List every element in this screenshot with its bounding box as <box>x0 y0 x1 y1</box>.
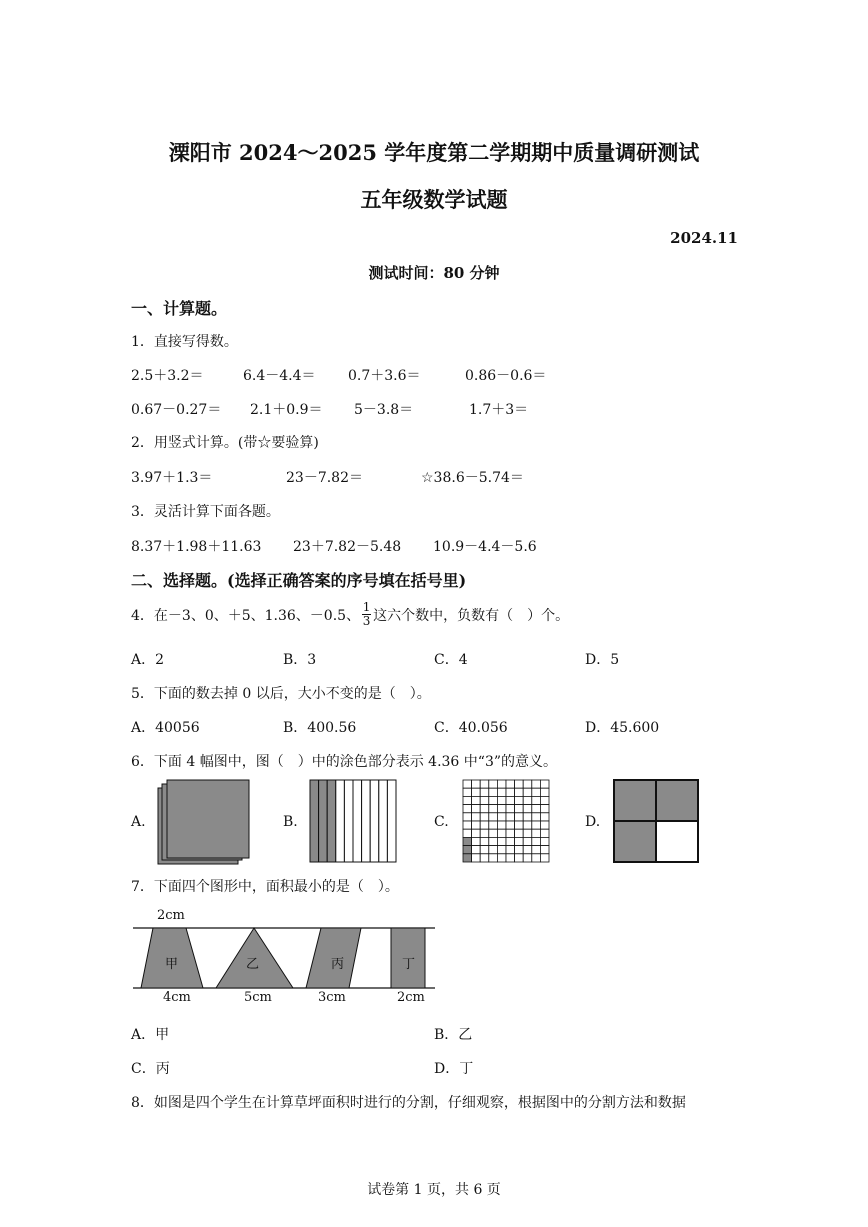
grid-cell <box>523 805 532 813</box>
grid-cell <box>489 821 498 829</box>
grid-cell <box>515 821 524 829</box>
grid-cell <box>515 854 524 862</box>
grid-cell <box>497 846 506 854</box>
grid-cell <box>497 805 506 813</box>
grid-cell <box>506 837 515 845</box>
grid-cell <box>532 846 541 854</box>
grid-cell <box>506 829 515 837</box>
q7-option-d: D．丁 <box>434 1061 474 1077</box>
grid-cell <box>463 788 472 796</box>
q3-item: 23＋7.82－5.48 <box>293 539 402 555</box>
grid-cell <box>540 813 549 821</box>
q2-prompt: 2．用竖式计算。(带☆要验算) <box>131 435 319 451</box>
grid-cell <box>497 837 506 845</box>
strip <box>370 780 379 862</box>
grid-cell <box>523 837 532 845</box>
strip <box>362 780 371 862</box>
q7-option-b: B．乙 <box>434 1027 473 1043</box>
strip <box>310 780 319 862</box>
q7-shape-name: 丁 <box>402 957 416 972</box>
grid-cell <box>540 805 549 813</box>
fraction-denominator: 3 <box>362 614 371 628</box>
grid-cell <box>480 846 489 854</box>
grid-cell <box>472 788 481 796</box>
grid-cell <box>540 796 549 804</box>
grid-cell <box>506 854 515 862</box>
q6-figure-b <box>309 779 399 865</box>
grid-cell <box>506 846 515 854</box>
q7-bottom-label: 4cm <box>163 990 191 1005</box>
grid-cell <box>515 805 524 813</box>
q5-option-b: B．400.56 <box>283 720 357 736</box>
grid-cell <box>523 796 532 804</box>
q4-prompt-start: 4．在－3、0、＋5、1.36、－0.5、 <box>131 607 361 624</box>
q1-item: 2.5＋3.2＝ <box>131 368 204 384</box>
grid-cell <box>489 813 498 821</box>
grid-cell <box>497 780 506 788</box>
strip <box>336 780 345 862</box>
q7-option-a: A．甲 <box>131 1027 170 1043</box>
grid-cell <box>497 854 506 862</box>
grid-cell <box>489 788 498 796</box>
grid-cell <box>463 796 472 804</box>
grid-cell <box>523 813 532 821</box>
grid-cell <box>515 813 524 821</box>
section-1-heading: 一、计算题。 <box>131 299 228 318</box>
grid-cell <box>472 829 481 837</box>
grid-cell <box>532 780 541 788</box>
q5-option-d: D．45.600 <box>585 720 660 736</box>
grid-cell <box>472 846 481 854</box>
grid-cell <box>497 813 506 821</box>
grid-cell <box>480 854 489 862</box>
grid-cell <box>540 854 549 862</box>
grid-cell <box>472 837 481 845</box>
fraction-numerator: 1 <box>362 600 371 614</box>
q4-prompt <box>131 601 569 628</box>
q4-option-b: B．3 <box>283 652 317 668</box>
section-2-heading: 二、选择题。(选择正确答案的序号填在括号里) <box>131 571 467 590</box>
grid-cell <box>489 846 498 854</box>
grid-cell <box>523 829 532 837</box>
grid-cell <box>463 854 472 862</box>
grid-cell <box>523 854 532 862</box>
q4-option-c: C．4 <box>434 652 468 668</box>
grid-cell <box>463 846 472 854</box>
q1-prompt: 1．直接写得数。 <box>131 334 238 350</box>
q6-label-d: D. <box>585 814 601 830</box>
grid-cell <box>472 854 481 862</box>
q3-prompt: 3．灵活计算下面各题。 <box>131 504 280 520</box>
q1-item: 0.67－0.27＝ <box>131 402 222 418</box>
q6-label-c: C. <box>434 814 449 830</box>
grid-cell <box>489 829 498 837</box>
grid-cell <box>532 813 541 821</box>
grid-cell <box>523 788 532 796</box>
q3-item: 8.37＋1.98＋11.63 <box>131 539 262 555</box>
exam-subtitle: 五年级数学试题 <box>360 187 508 212</box>
grid-cell <box>540 821 549 829</box>
q1-item: 0.7＋3.6＝ <box>348 368 421 384</box>
grid-cell <box>472 780 481 788</box>
grid-cell <box>463 780 472 788</box>
q3-item: 10.9－4.4－5.6 <box>433 539 537 555</box>
grid-cell <box>506 796 515 804</box>
grid-cell <box>515 780 524 788</box>
q6-label-a: A. <box>131 814 146 830</box>
q7-option-c: C．丙 <box>131 1061 170 1077</box>
q7-shape-name: 丙 <box>331 957 345 972</box>
grid-cell <box>497 821 506 829</box>
exam-date: 2024.11 <box>670 229 738 247</box>
q7-bottom-label: 3cm <box>318 990 346 1005</box>
grid-cell <box>489 837 498 845</box>
grid-cell <box>515 796 524 804</box>
grid-cell <box>480 837 489 845</box>
q1-item: 6.4－4.4＝ <box>243 368 316 384</box>
grid-cell <box>506 821 515 829</box>
grid-cell <box>532 788 541 796</box>
q1-item: 5－3.8＝ <box>354 402 414 418</box>
q7-shape-name: 甲 <box>165 957 179 972</box>
grid-cell <box>480 821 489 829</box>
strip <box>344 780 353 862</box>
grid-cell <box>540 837 549 845</box>
q7-shape-name: 乙 <box>246 957 260 972</box>
grid-cell <box>523 780 532 788</box>
q4-prompt-end: 这六个数中，负数有（ ）个。 <box>373 607 570 624</box>
grid-cell <box>515 829 524 837</box>
grid-cell <box>532 854 541 862</box>
grid-cell <box>463 821 472 829</box>
grid-cell <box>506 788 515 796</box>
grid-cell <box>540 780 549 788</box>
q6-figure-a <box>156 778 252 866</box>
page-footer: 试卷第 1 页，共 6 页 <box>367 1182 501 1198</box>
q6-figure-c <box>462 779 552 865</box>
grid-cell <box>515 846 524 854</box>
grid-cell <box>506 805 515 813</box>
grid-cell <box>472 805 481 813</box>
grid-cell <box>480 805 489 813</box>
grid-cell <box>515 837 524 845</box>
grid-cell <box>523 846 532 854</box>
q5-prompt: 5．下面的数去掉 0 以后，大小不变的是（ ）。 <box>131 686 431 702</box>
q5-option-a: A．40056 <box>131 720 200 736</box>
grid-cell <box>480 788 489 796</box>
strip <box>327 780 336 862</box>
strip <box>387 780 396 862</box>
grid-cell <box>523 821 532 829</box>
q1-item: 0.86－0.6＝ <box>465 368 547 384</box>
grid-cell <box>480 829 489 837</box>
grid-cell <box>463 813 472 821</box>
grid-cell <box>489 854 498 862</box>
q8-prompt: 8．如图是四个学生在计算草坪面积时进行的分割，仔细观察，根据图中的分割方法和数据 <box>131 1095 686 1111</box>
grid-cell <box>489 796 498 804</box>
grid-cell <box>506 780 515 788</box>
grid-cell <box>532 796 541 804</box>
q7-bottom-label: 2cm <box>397 990 425 1005</box>
grid-cell <box>472 813 481 821</box>
q2-item: 23－7.82＝ <box>286 470 363 486</box>
grid-cell <box>463 805 472 813</box>
q1-item: 2.1＋0.9＝ <box>250 402 323 418</box>
grid-cell <box>463 837 472 845</box>
q7-top-label: 2cm <box>157 908 185 923</box>
strip <box>379 780 388 862</box>
grid-cell <box>515 788 524 796</box>
q7-prompt: 7．下面四个图形中，面积最小的是（ ）。 <box>131 879 399 895</box>
grid-cell <box>497 796 506 804</box>
grid-cell <box>532 829 541 837</box>
grid-cell <box>489 780 498 788</box>
grid-cell <box>532 837 541 845</box>
q1-item: 1.7＋3＝ <box>469 402 529 418</box>
grid-cell <box>532 805 541 813</box>
strip <box>353 780 362 862</box>
grid-cell <box>540 788 549 796</box>
grid-cell <box>497 788 506 796</box>
grid-cell <box>480 796 489 804</box>
grid-cell <box>506 813 515 821</box>
exam-duration: 测试时间：80 分钟 <box>368 264 500 282</box>
grid-cell <box>480 813 489 821</box>
q6-figure-d <box>613 779 701 865</box>
grid-cell <box>497 829 506 837</box>
grid-cell <box>463 829 472 837</box>
q6-prompt: 6．下面 4 幅图中，图（ ）中的涂色部分表示 4.36 中“3”的意义。 <box>131 754 558 770</box>
q4-option-d: D．5 <box>585 652 620 668</box>
q2-item: 3.97＋1.3＝ <box>131 470 213 486</box>
strip <box>319 780 328 862</box>
q2-item: ☆38.6－5.74＝ <box>421 470 524 486</box>
grid-cell <box>540 846 549 854</box>
grid-cell <box>472 796 481 804</box>
q4-option-a: A．2 <box>131 652 165 668</box>
fraction <box>362 601 371 628</box>
grid-cell <box>540 829 549 837</box>
q6-label-b: B. <box>283 814 298 830</box>
exam-title: 溧阳市 2024～2025 学年度第二学期期中质量调研测试 <box>168 140 700 165</box>
q7-bottom-label: 5cm <box>244 990 272 1005</box>
grid-cell <box>532 821 541 829</box>
grid-cell <box>480 780 489 788</box>
q5-option-c: C．40.056 <box>434 720 508 736</box>
grid-cell <box>472 821 481 829</box>
grid-cell <box>489 805 498 813</box>
